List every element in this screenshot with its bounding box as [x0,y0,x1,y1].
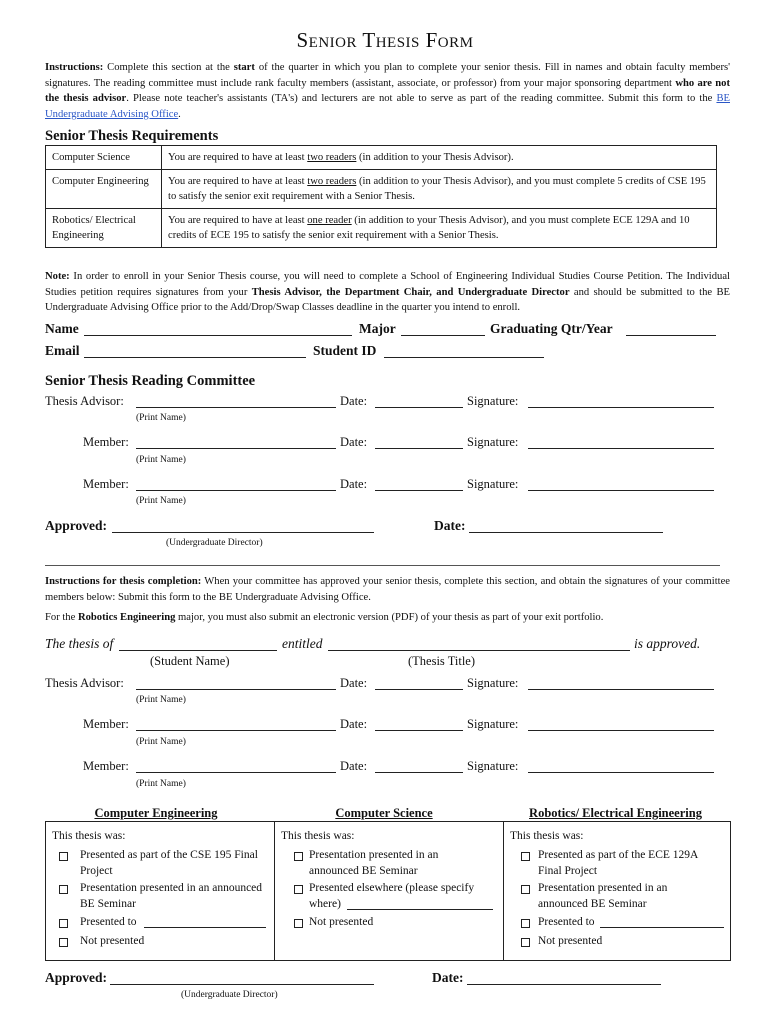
re-option-checkbox[interactable] [521,938,530,947]
grad-qtr-label: Graduating Qtr/Year [490,321,613,336]
member-label: Member: [83,759,129,773]
note-paragraph [45,269,730,316]
cs-option-label: Presented elsewhere (please specify where) [309,882,475,910]
ce-heading: Computer Engineering [94,806,218,820]
date-label: Date: [340,477,368,491]
table-row [46,170,717,209]
table-cell-major: Robotics/ Electrical Engineering [46,209,162,248]
note-text-1: In order to enroll in your Senior Thesis course, you will need to complete a School of Engineering Individual Studies Course Petition. The Individual Studies petition requires signatures from your [45,271,730,298]
re-presented-to-field[interactable] [600,916,724,928]
major-field[interactable] [401,324,485,336]
table-cell-requirement [162,209,717,248]
note-text-2: and should be submitted to the BE Undergraduate Advising Office prior to the Add/Drop/Swap Classes deadline in the quarter you intend to enroll. [45,286,730,314]
req-text: (in addition to your Thesis Advisor). [356,152,514,163]
instructions-text-2: of the quarter in which you plan to complete your senior thesis. Fill in names and obtain faculty members' signatures. The reading committee must include rank faculty members (assistant, associate, or professor) from your major sponsoring department [45,62,731,89]
req-readers: one reader [307,215,352,226]
advisor-label: Thesis Advisor: [45,394,124,408]
date-label: Date: [340,394,368,408]
print-name-caption: (Print Name) [136,455,186,465]
member1-signature-field[interactable] [528,437,714,449]
signature-label: Signature: [467,717,519,731]
name-label: Name [45,321,79,336]
student-name-caption: (Student Name) [150,654,230,668]
note-label: Note: [45,271,70,282]
final-member2-date-field[interactable] [375,761,463,773]
final-director-caption: (Undergraduate Director) [181,990,278,1000]
ce-option-checkbox[interactable] [59,938,68,947]
robotics-text-2: major, you must also submit an electronic version (PDF) of your thesis as part of your exit portfolio. [175,612,604,623]
instructions-text-4: . [178,108,181,120]
final-advisor-name-field[interactable] [136,678,336,690]
ce-presented-to-field[interactable] [144,916,266,928]
approved-date-label: Date: [434,518,466,533]
cs-option-checkbox[interactable] [294,852,303,861]
student-id-field[interactable] [384,346,544,358]
re-option-checkbox[interactable] [521,885,530,894]
robotics-emphasis: Robotics Engineering [77,612,176,623]
student-id-label: Student ID [313,343,377,358]
cs-intro: This thesis was: [281,830,355,842]
re-option-label: Not presented [538,935,603,947]
cs-heading: Computer Science [335,806,433,820]
name-field[interactable] [84,324,352,336]
final-advisor-signature-field[interactable] [528,678,714,690]
member-label: Member: [83,477,129,491]
advisor-date-field[interactable] [375,396,463,408]
member1-name-field[interactable] [136,437,336,449]
student-name-field[interactable] [119,639,277,651]
member-label: Member: [83,717,129,731]
re-intro: This thesis was: [510,830,584,842]
instructions-label: Instructions: [45,62,104,73]
req-text: You are required to have at least [168,215,308,226]
ce-option-label: Presented as part of the CSE 195 Final Project [80,849,258,877]
entitled-label: entitled [282,636,323,651]
print-name-caption: (Print Name) [136,737,186,747]
committee-heading: Senior Thesis Reading Committee [45,373,256,389]
signature-label: Signature: [467,676,519,690]
ce-option-label: Presentation presented in an announced BE Seminar [80,882,263,910]
robotics-text-1: For the [45,612,78,623]
is-approved-label: is approved. [634,636,701,651]
member2-name-field[interactable] [136,479,336,491]
advising-office-link[interactable]: BE Undergraduate Advising Office [45,93,730,120]
ce-options-box [46,822,274,960]
re-option-label: Presented to [538,916,595,928]
email-field[interactable] [84,346,306,358]
ce-option-checkbox[interactable] [59,919,68,928]
member1-date-field[interactable] [375,437,463,449]
grad-qtr-field[interactable] [626,324,716,336]
signature-label: Signature: [467,394,519,408]
table-cell-major: Computer Science [46,146,162,170]
cs-option-label: Not presented [309,916,374,928]
signature-label: Signature: [467,477,519,491]
final-member2-name-field[interactable] [136,761,336,773]
completion-text: When your committee has approved your senior thesis, complete this section, and obtain the signatures of your committee members below: Submit this form to the BE Undergraduate Advising Office. [45,576,730,603]
re-option-label: Presented as part of the ECE 129A Final Project [538,849,698,877]
re-option-checkbox[interactable] [521,852,530,861]
member-label: Member: [83,435,129,449]
ce-option-checkbox[interactable] [59,852,68,861]
table-cell-requirement [162,146,717,170]
print-name-caption: (Print Name) [136,695,186,705]
final-member1-signature-field[interactable] [528,719,714,731]
divider [45,565,720,566]
date-label: Date: [340,759,368,773]
req-text: You are required to have at least [168,152,308,163]
re-option-checkbox[interactable] [521,919,530,928]
thesis-title-caption: (Thesis Title) [408,654,476,668]
cs-option-checkbox[interactable] [294,885,303,894]
requirements-table [45,145,717,248]
re-options-box [503,822,731,960]
instructions-text-1: Complete this section at the [103,62,234,73]
instructions-paragraph [45,60,730,122]
approved-date-field[interactable] [469,521,663,533]
requirements-heading: Senior Thesis Requirements [45,128,219,144]
cs-option-checkbox[interactable] [294,919,303,928]
final-member1-date-field[interactable] [375,719,463,731]
table-cell-major: Computer Engineering [46,170,162,209]
advisor-label: Thesis Advisor: [45,676,124,690]
print-name-caption: (Print Name) [136,496,186,506]
ce-option-label: Presented to [80,916,137,928]
instructions-emphasis: who are not the thesis advisor [45,77,730,105]
table-row [46,209,717,248]
date-label: Date: [340,676,368,690]
date-label: Date: [340,435,368,449]
final-approved-date-field[interactable] [467,973,661,985]
final-member1-name-field[interactable] [136,719,336,731]
final-approved-date-label: Date: [432,970,464,985]
note-emphasis: Thesis Advisor, the Department Chair, and Undergraduate Director [251,286,570,298]
re-heading: Robotics/ Electrical Engineering [529,806,702,820]
cs-options-box [274,822,504,960]
instructions-start: start [233,62,255,73]
final-approved-label: Approved: [45,970,108,985]
cs-elsewhere-field[interactable] [347,898,493,910]
date-label: Date: [340,717,368,731]
advisor-signature-field[interactable] [528,396,714,408]
signature-label: Signature: [467,759,519,773]
req-text: (in addition to your Thesis Advisor), and you must complete 5 credits of CSE 195 to satisfy the senior exit requirement with a Senior Thesis. [168,176,706,202]
major-label: Major [359,321,396,336]
req-readers: two readers [307,176,357,187]
approved-label: Approved: [45,518,108,533]
robotics-note [45,610,730,626]
table-cell-requirement [162,170,717,209]
ce-option-label: Not presented [80,935,145,947]
final-approved-signature-field[interactable] [110,973,374,985]
thesis-title-field[interactable] [328,639,630,651]
member2-date-field[interactable] [375,479,463,491]
major-options-boxes [45,821,731,961]
cs-option-label: Presentation presented in an announced BE Seminar [309,849,439,877]
req-text: (in addition to your Thesis Advisor), and you must complete ECE 129A and 10 credits of ECE 195 to satisfy the senior exit requirement with a Senior Thesis. [168,215,690,241]
completion-instructions [45,574,730,605]
director-caption: (Undergraduate Director) [166,538,263,548]
print-name-caption: (Print Name) [136,413,186,423]
table-row [46,146,717,170]
signature-label: Signature: [467,435,519,449]
ce-intro: This thesis was: [52,830,126,842]
approved-signature-field[interactable] [112,521,374,533]
ce-option-checkbox[interactable] [59,885,68,894]
req-readers: two readers [307,152,357,163]
email-label: Email [45,343,80,358]
page-title: Senior Thesis Form [296,28,474,52]
print-name-caption: (Print Name) [136,779,186,789]
thesis-of-label: The thesis of [45,636,114,651]
instructions-text-3: . Please note teacher's assistants (TA's) and lecturers are not able to serve as part of the reading committee. Submit this form to the [126,93,717,105]
member2-signature-field[interactable] [528,479,714,491]
advisor-name-field[interactable] [136,396,336,408]
re-option-label: Presentation presented in an announced BE Seminar [538,882,668,910]
final-advisor-date-field[interactable] [375,678,463,690]
completion-label: Instructions for thesis completion: [45,576,202,587]
req-text: You are required to have at least [168,176,308,187]
final-member2-signature-field[interactable] [528,761,714,773]
